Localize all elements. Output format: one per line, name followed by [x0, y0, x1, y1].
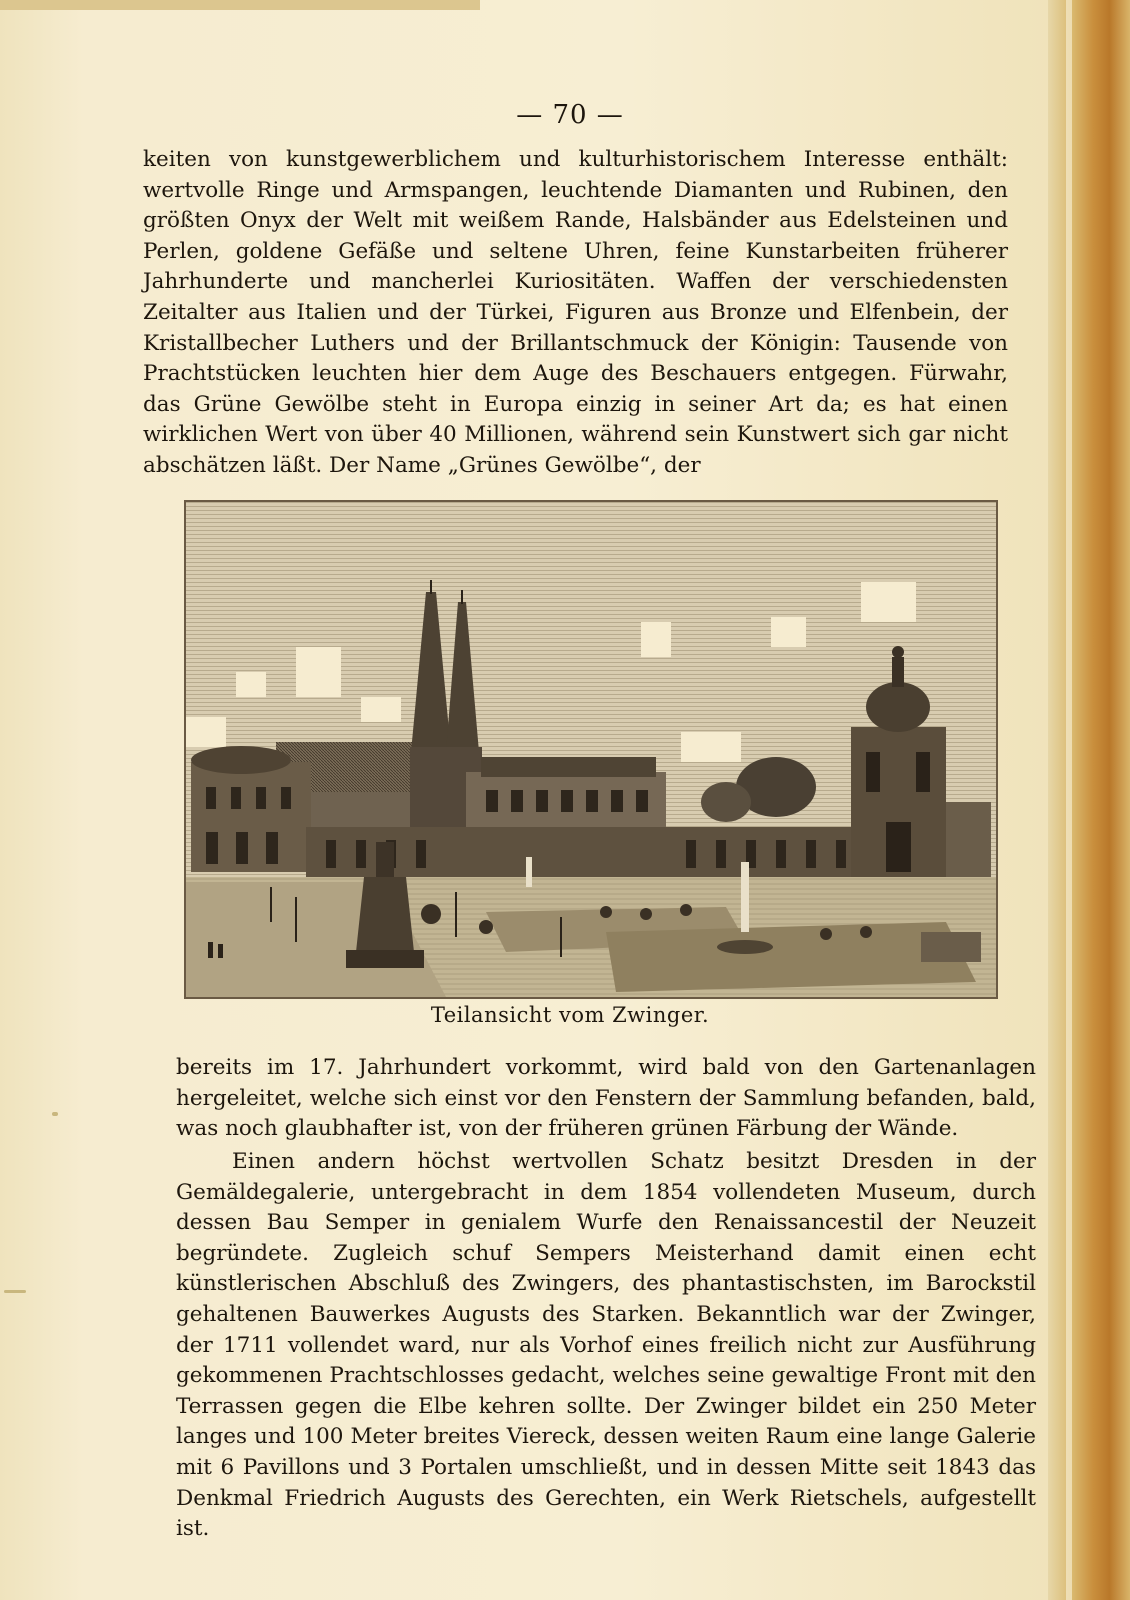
spine-edge	[1066, 0, 1072, 1600]
figure-caption: Teilansicht vom Zwinger.	[430, 1003, 710, 1027]
paragraph-text: Einen andern höchst wertvollen Schatz besitzt Dresden in der Gemäldegalerie, untergebracht in dem 1854 vollendeten Museum, durch dessen Bau Semper in genialem Wurfe den Renaissancestil der Neuzeit begründete. Zugleich schuf Sempers Meisterhand damit einen echt künstlerischen Abschluß des Zwingers, des phantastischsten, im Barockstil gehaltenen Bauwerkes Augusts des Starken. Bekanntlich war der Zwinger, der 1711 vollendet ward, nur als Vorhof eines freilich nicht zur Ausführung gekommenen Prachtschlosses gedacht, welches seine gewaltige Front mit den Terrassen gegen die Elbe kehren sollte. Der Zwinger bildet ein 250 Meter langes und 100 Meter breites Viereck, dessen weiten Raum eine lange Galerie mit 6 Pavillons und 3 Portalen umschließt, und in dessen Mitte seit 1843 das Denkmal Friedrich Augusts des Gerechten, ein Werk Rietschels, aufgestellt ist.	[176, 1149, 1036, 1542]
paragraph-text: keiten von kunstgewerblichem und kulturhistorischem Interesse enthält: wertvolle Ringe und Armspangen, leuchtende Diamanten und Rubinen, den größten Onyx der Welt mit weißem Rande, Halsbänder aus Edelsteinen und Perlen, goldene Gefäße und seltene Uhren, feine Kunstarbeiten früherer Jahrhunderte und mancherlei Kuriositäten. Waffen der verschiedensten Zeitalter aus Italien und der Türkei, Figuren aus Bronze und Elfenbein, der Kristallbecher Luthers und der Brillantschmuck der Königin: Tausende von Prachtstücken leuchten hier dem Auge des Beschauers entgegen. Fürwahr, das Grüne Gewölbe steht in Europa einzig in seiner Art da; es hat einen wirklichen Wert von über 40 Millionen, während sein Kunstwert sich gar nicht abschätzen läßt. Der Name „Grünes Gewölbe“, der	[143, 147, 1008, 478]
page-top-edge	[0, 0, 480, 10]
engraving-illustration	[186, 502, 996, 997]
paper-speck	[52, 1112, 58, 1116]
paragraph-3	[176, 1147, 1036, 1545]
paragraph-text: bereits im 17. Jahrhundert vorkommt, wird bald von den Gartenanlagen hergeleitet, welche sich einst vor den Fenstern der Sammlung befanden, bald, was noch glaubhafter ist, von der früheren grünen Färbung der Wände.	[176, 1055, 1036, 1142]
page-number: — 70 —	[516, 100, 624, 130]
paper-speck	[4, 1290, 26, 1293]
paragraph-1	[143, 145, 1008, 482]
paragraph-2	[176, 1053, 1036, 1145]
book-spine	[1048, 0, 1130, 1600]
engraving-zwinger	[184, 500, 998, 999]
